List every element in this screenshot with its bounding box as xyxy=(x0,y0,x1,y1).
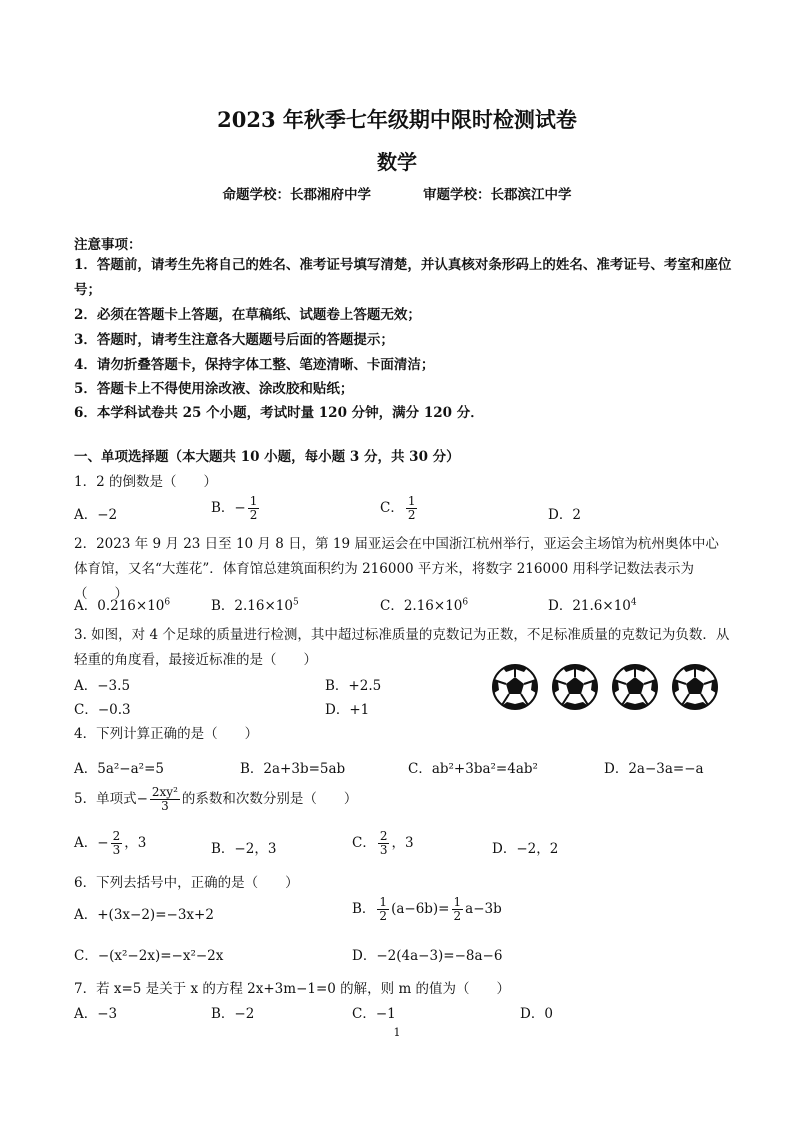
soccer-ball-icon xyxy=(613,665,657,709)
notice-item-6: 6．本学科试卷共 25 个小题，考试时量 120 分钟，满分 120 分． xyxy=(74,405,484,421)
q4-option-b: B．2a+3b=5ab xyxy=(240,761,346,777)
section-heading: 一、单项选择题（本大题共 10 小题，每小题 3 分，共 30 分） xyxy=(74,449,460,465)
fraction: $\frac{1}{2}$ xyxy=(453,895,462,923)
q6-option-c: C．−(x²−2x)=−x²−2x xyxy=(74,948,224,964)
q6-option-d: D．−2(4a−3)=−8a−6 xyxy=(352,948,503,964)
q6-option-a: A．+(3x−2)=−3x+2 xyxy=(74,907,214,923)
notice-item-5: 5．答题卡上不得使用涂改液、涂改胶和贴纸； xyxy=(74,381,354,397)
q4-option-a: A．5a²−a²=5 xyxy=(74,761,164,777)
q3-option-c: C．−0.3 xyxy=(74,702,131,718)
q7-option-b: B．−2 xyxy=(211,1006,255,1022)
exam-title: 2023 年秋季七年级期中限时检测试卷 xyxy=(217,107,577,132)
q7-option-a: A．−3 xyxy=(74,1006,118,1022)
q2-option-c: C．$2.16\times 10^6$ xyxy=(380,597,469,614)
proposer-school: 命题学校：长郡湘府中学 xyxy=(222,187,371,203)
question-1-stem: 1．2 的倒数是（ ） xyxy=(74,474,217,490)
question-5-stem: 5．单项式− $\frac{\text{2xy²}}{3}$ 的系数和次数分别是（ ） xyxy=(74,785,358,813)
q6-option-b: B． $\frac{1}{2}$ (a−6b)= $\frac{1}{2}$ a−3b xyxy=(352,895,502,923)
notice-item-1: 1．答题前，请考生先将自己的姓名、准考证号填写清楚，并认真核对条形码上的姓名、准考证号、考室和座位号； xyxy=(74,257,732,298)
q5-option-b: B．−2，3 xyxy=(211,841,277,857)
q5-option-d: D．−2，2 xyxy=(492,841,559,857)
notice-item-4: 4．请勿折叠答题卡，保持字体工整、笔迹清晰、卡面清洁； xyxy=(74,357,435,373)
fraction: $\frac{\text{2xy²}}{3}$ xyxy=(151,785,178,813)
question-7-stem: 7．若 x=5 是关于 x 的方程 2x+3m−1=0 的解，则 m 的值为（ ） xyxy=(74,981,511,997)
notice-item-3: 3．答题时，请考生注意各大题题号后面的答题提示； xyxy=(74,332,394,348)
subject-title: 数学 xyxy=(377,150,417,174)
q5-option-c: C． $\frac{2}{3}$ ，3 xyxy=(352,829,414,857)
q5-option-a: A．− $\frac{2}{3}$ ，3 xyxy=(74,829,147,857)
q3-option-a: A．−3.5 xyxy=(74,678,131,694)
fraction: $\frac{1}{2}$ xyxy=(407,494,416,522)
fraction: $\frac{1}{2}$ xyxy=(379,895,388,923)
notice-item-2: 2．必须在答题卡上答题，在草稿纸、试题卷上答题无效； xyxy=(74,307,421,323)
q1-option-b: B．− $\frac{1}{2}$ xyxy=(211,494,258,522)
soccer-ball-icon xyxy=(673,665,717,709)
fraction: $\frac{2}{3}$ xyxy=(112,829,121,857)
question-2-stem: 2．2023 年 9 月 23 日至 10 月 8 日，第 19 届亚运会在中国浙江杭州举行，亚运会主场馆为杭州奥体中心体育馆，又名“大莲花”．体育馆总建筑面积约为 216000 平方米，将数字 216000 用科学记数法表示为（ ） xyxy=(74,536,719,602)
q2-option-b: B．$2.16\times 10^5$ xyxy=(211,597,299,614)
soccer-balls-figure xyxy=(491,663,721,711)
q1-option-d: D．2 xyxy=(548,507,581,523)
soccer-ball-icon xyxy=(493,665,537,709)
q1-option-c: C． $\frac{1}{2}$ xyxy=(380,494,416,522)
q4-option-c: C．ab²+3ba²=4ab² xyxy=(408,761,538,777)
notice-heading: 注意事项： xyxy=(74,237,142,253)
question-3-stem: 3. 如图，对 4 个足球的质量进行检测，其中超过标准质量的克数记为正数，不足标准质量的克数记为负数．从轻重的角度看，最接近标准的是（ ） xyxy=(74,627,730,668)
fraction: $\frac{2}{3}$ xyxy=(379,829,388,857)
school-info xyxy=(0,183,794,203)
q4-option-d: D．2a−3a=−a xyxy=(604,761,704,777)
q3-option-b: B．+2.5 xyxy=(325,678,382,694)
question-6-stem: 6．下列去括号中，正确的是（ ） xyxy=(74,875,299,891)
question-4-stem: 4．下列计算正确的是（ ） xyxy=(74,726,259,742)
reviewer-school: 审题学校：长郡滨江中学 xyxy=(423,187,572,203)
q2-option-a: A．$0.216\times 10^6$ xyxy=(74,597,171,614)
q7-option-c: C．−1 xyxy=(352,1006,396,1022)
q1-option-a: A．−2 xyxy=(74,507,118,523)
fraction: $\frac{1}{2}$ xyxy=(249,494,258,522)
q2-option-d: D．$21.6\times 10^4$ xyxy=(548,597,637,614)
q7-option-d: D．0 xyxy=(520,1006,553,1022)
q3-option-d: D．+1 xyxy=(325,702,370,718)
page-number: 1 xyxy=(393,1026,401,1039)
soccer-ball-icon xyxy=(553,665,597,709)
